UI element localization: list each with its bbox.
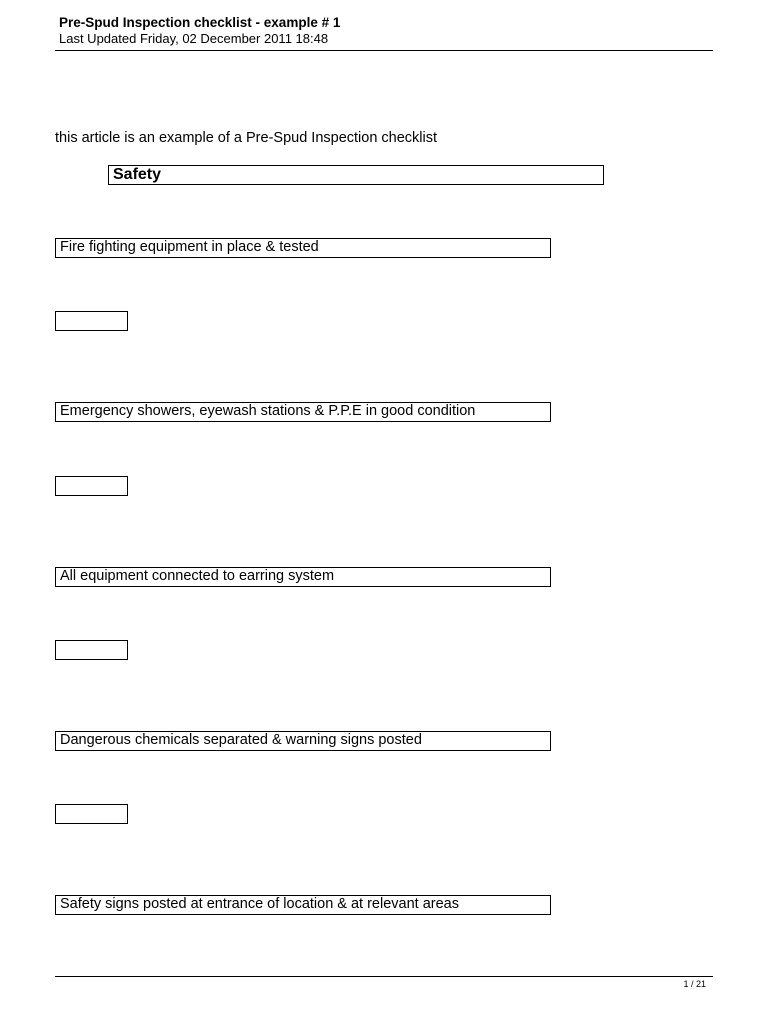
checklist-item-label: Dangerous chemicals separated & warning signs posted xyxy=(60,732,422,748)
checklist-item-box xyxy=(55,895,551,915)
footer-divider xyxy=(55,976,713,977)
checklist-item-label: All equipment connected to earring system xyxy=(60,568,335,584)
last-updated-text: Last Updated Friday, 02 December 2011 18:48 xyxy=(59,31,329,46)
checklist-item-label: Emergency showers, eyewash stations & P.P.E in good condition xyxy=(60,403,476,419)
page-number: 1 / 21 xyxy=(683,979,706,989)
checklist-item-box xyxy=(55,731,551,751)
intro-text: this article is an example of a Pre-Spud Inspection checklist xyxy=(55,130,438,146)
checklist-item-box xyxy=(55,402,551,422)
checklist-item-label: Safety signs posted at entrance of location & at relevant areas xyxy=(60,896,459,912)
document-title: Pre-Spud Inspection checklist - example # 1 xyxy=(59,15,341,30)
section-title: Safety xyxy=(113,166,162,183)
checklist-response-field[interactable] xyxy=(55,804,128,824)
section-header-box xyxy=(108,165,604,185)
checklist-item-box xyxy=(55,567,551,587)
checklist-response-field[interactable] xyxy=(55,476,128,496)
checklist-item-label: Fire fighting equipment in place & tested xyxy=(60,239,319,255)
checklist-response-field[interactable] xyxy=(55,311,128,331)
checklist-item-box xyxy=(55,238,551,258)
header-divider xyxy=(55,50,713,51)
checklist-response-field[interactable] xyxy=(55,640,128,660)
